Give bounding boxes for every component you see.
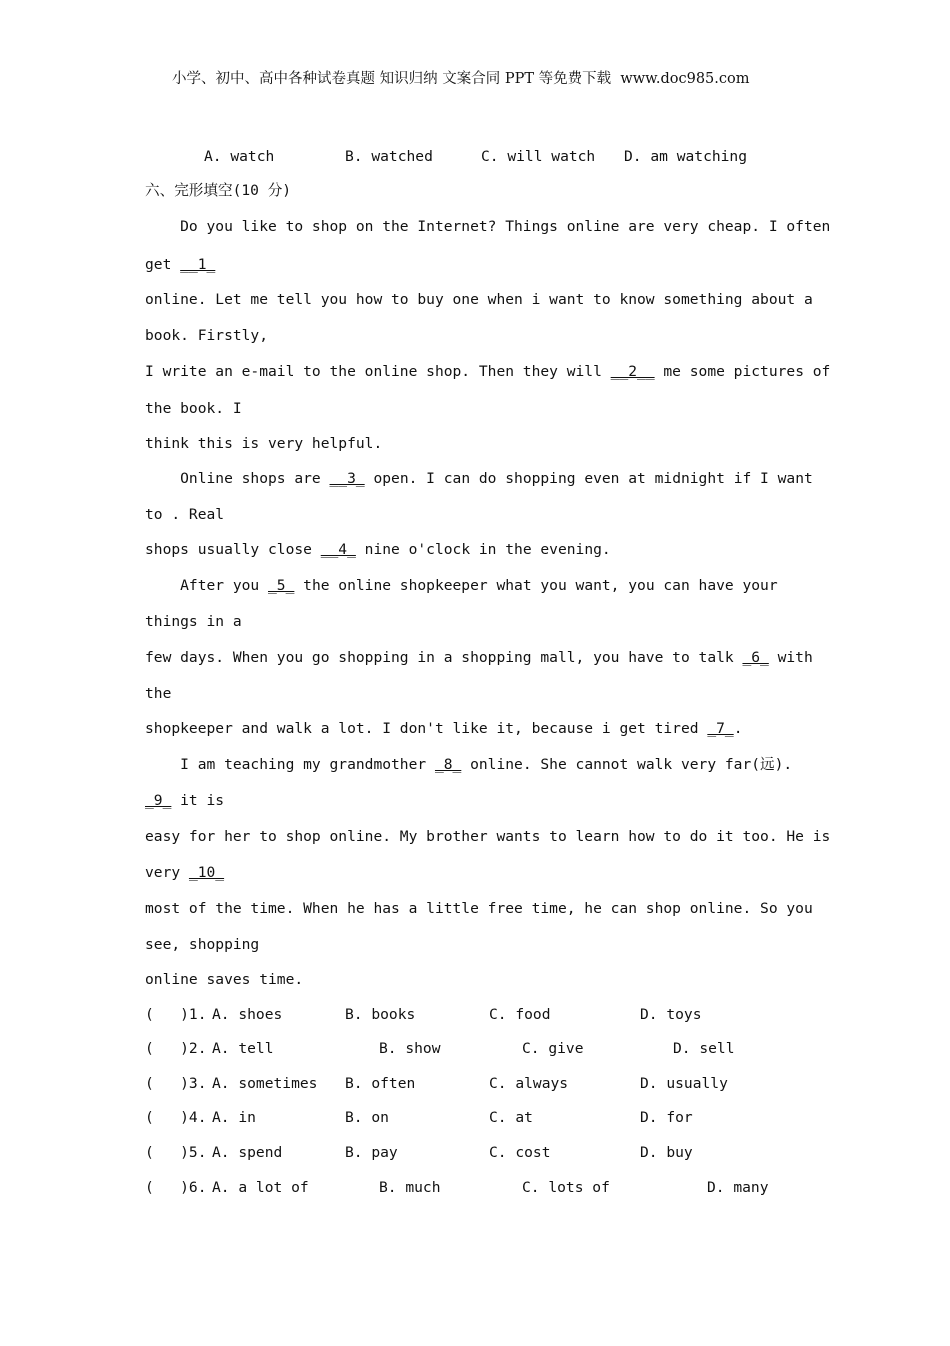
passage-line <box>145 791 224 811</box>
answer-option: D. buy <box>640 1144 693 1161</box>
answer-option: C. always <box>489 1075 569 1092</box>
passage-line <box>145 469 813 489</box>
passage-line <box>145 540 611 560</box>
passage-line <box>145 755 792 775</box>
passage-line <box>145 399 242 419</box>
passage-line <box>145 827 830 847</box>
passage-text: I am teaching my grandmother <box>145 756 435 773</box>
passage-line <box>145 648 813 668</box>
passage-text: easy for her to shop online. My brother wants to learn how to do it too. He is <box>145 828 831 845</box>
passage-text: see, shopping <box>145 936 260 953</box>
option-a: A. watch <box>204 148 275 165</box>
cloze-blank: __4_ <box>320 541 356 558</box>
question-number: ( )4. <box>145 1109 207 1126</box>
passage-text: the book. I <box>145 400 242 417</box>
answer-option: C. cost <box>489 1144 551 1161</box>
page-header: 小学、初中、高中各种试卷真题 知识归纳 文案合同 PPT 等免费下载 www.doc985.com <box>172 71 750 87</box>
answer-option: B. books <box>345 1006 416 1023</box>
passage-text: Online shops are <box>145 470 330 487</box>
passage-line <box>145 576 778 596</box>
passage-line <box>145 935 259 955</box>
cloze-blank: _8_ <box>434 756 462 773</box>
answer-option: C. give <box>522 1040 584 1057</box>
cloze-blank: _10_ <box>188 864 225 881</box>
passage-text: it is <box>171 792 225 809</box>
passage-text: the online shopkeeper what you want, you can have your <box>294 577 778 594</box>
passage-line <box>145 326 268 346</box>
answer-option: D. many <box>707 1179 769 1196</box>
passage-text: with <box>768 649 813 666</box>
passage-line <box>145 434 382 454</box>
cloze-blank: __2__ <box>610 363 655 380</box>
answer-option: B. much <box>379 1179 441 1196</box>
passage-text: I write an e-mail to the online shop. Then they will <box>145 363 611 380</box>
passage-line <box>145 970 303 990</box>
passage-text: things in a <box>145 613 242 630</box>
option-c: C. will watch <box>481 148 596 165</box>
question-number: ( )5. <box>145 1144 207 1161</box>
passage-text: nine o'clock in the evening. <box>355 541 611 558</box>
question-number: ( )6. <box>145 1179 207 1196</box>
question-number: ( )1. <box>145 1006 207 1023</box>
passage-text: get <box>145 256 181 273</box>
passage-text: most of the time. When he has a little free time, he can shop online. So you <box>145 900 813 917</box>
passage-text: shops usually close <box>145 541 321 558</box>
answer-option: C. food <box>489 1006 551 1023</box>
answer-option: A. sometimes <box>212 1075 318 1092</box>
passage-line <box>145 290 813 310</box>
passage-text: Do you like to shop on the Internet? Things online are very cheap. I often <box>145 218 831 235</box>
passage-text: open. I can do shopping even at midnight if I want <box>364 470 813 487</box>
passage-text: few days. When you go shopping in a shopping mall, you have to talk <box>145 649 743 666</box>
answer-option: B. pay <box>345 1144 398 1161</box>
answer-option: A. a lot of <box>212 1179 309 1196</box>
passage-line <box>145 255 215 275</box>
passage-text: . <box>733 720 743 737</box>
passage-text: think this is very helpful. <box>145 435 383 452</box>
answer-option: D. for <box>640 1109 693 1126</box>
passage-text: online. She cannot walk very far(远). <box>461 756 793 773</box>
passage-text: online. Let me tell you how to buy one when i want to know something about a <box>145 291 813 308</box>
cloze-blank: _9_ <box>145 792 172 809</box>
passage-text: the <box>145 685 172 702</box>
answer-option: C. at <box>489 1109 533 1126</box>
answer-option: A. tell <box>212 1040 274 1057</box>
option-d: D. am watching <box>624 148 748 165</box>
cloze-blank: _6_ <box>742 649 769 666</box>
answer-option: A. spend <box>212 1144 283 1161</box>
passage-line <box>145 719 742 739</box>
cloze-blank: _5_ <box>268 577 295 594</box>
passage-text: to . Real <box>145 506 225 523</box>
passage-line <box>145 612 242 632</box>
answer-option: D. toys <box>640 1006 702 1023</box>
cloze-blank: __1_ <box>180 256 216 273</box>
passage-line <box>145 863 224 883</box>
answer-option: B. on <box>345 1109 389 1126</box>
question-number: ( )3. <box>145 1075 207 1092</box>
cloze-blank: _7_ <box>707 720 734 737</box>
answer-option: B. show <box>379 1040 441 1057</box>
passage-line <box>145 217 830 237</box>
answer-option: D. sell <box>673 1040 735 1057</box>
passage-text: shopkeeper and walk a lot. I don't like it, because i get tired <box>145 720 708 737</box>
answer-option: D. usually <box>640 1075 728 1092</box>
passage-text: me some pictures of <box>654 363 831 380</box>
passage-line <box>145 899 813 919</box>
answer-option: A. in <box>212 1109 256 1126</box>
cloze-blank: __3_ <box>329 470 365 487</box>
passage-line <box>145 684 171 704</box>
question-number: ( )2. <box>145 1040 207 1057</box>
passage-text: book. Firstly, <box>145 327 269 344</box>
passage-text: online saves time. <box>145 971 304 988</box>
passage-text: very <box>145 864 189 881</box>
answer-option: C. lots of <box>522 1179 610 1196</box>
passage-text: After you <box>145 577 269 594</box>
passage-line <box>145 505 224 525</box>
answer-option: A. shoes <box>212 1006 283 1023</box>
answer-option: B. often <box>345 1075 416 1092</box>
passage-line <box>145 362 830 382</box>
option-b: B. watched <box>345 148 433 165</box>
section-title: 六、完形填空(10 分) <box>145 182 292 199</box>
